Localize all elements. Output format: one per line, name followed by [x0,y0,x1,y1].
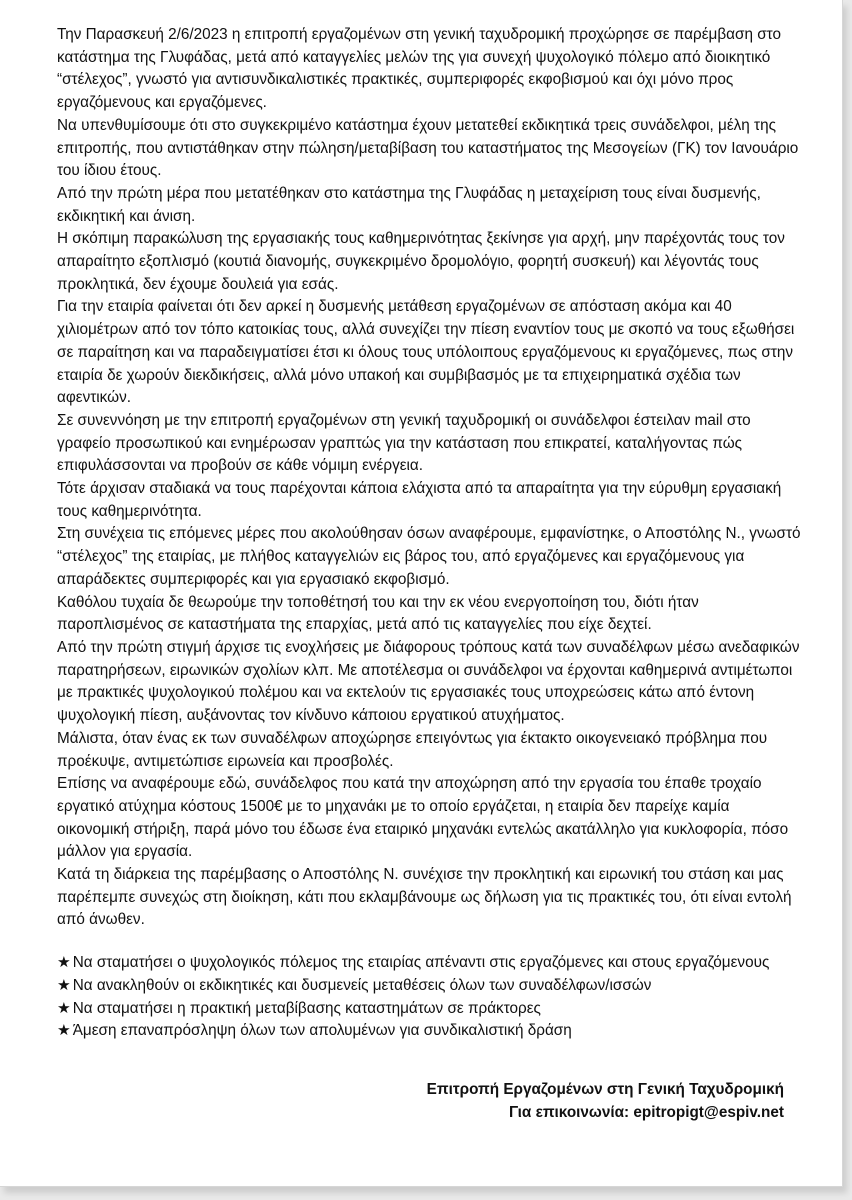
paragraph-11: Μάλιστα, όταν ένας εκ των συναδέλφων αποχώρησε επειγόντως για έκτακτο οικογενειακό πρόβλημα που προέκυψε, αντιμετώπισε ειρωνεία και προσβολές. [57,729,768,770]
demand-text: Να σταματήσει ο ψυχολογικός πόλεμος της εταιρίας απέναντι στις εργαζόμενες και στους εργαζόμενους [72,954,770,972]
paragraph-5: Για την εταιρία φαίνεται ότι δεν αρκεί η δυσμενής μετάθεση εργαζομένων σε απόσταση ακόμα και 40 χιλιομέτρων από τον τόπο κατοικίας τους, αλλά συνεχίζει την πίεση εναντίον τους με σκοπό να τους εξωθήσει σε παραίτηση και να παραδειγματίσει έτσι κι όλους τους υπόλοιπους εργαζόμενους κι εργαζόμενες, πως στην εταιρία δε χωρούν διεκδικήσεις, αλλά μόνο υπακοή και συμβιβασμός με τα επιχειρηματικά σχέδια των αφεντικών. [57,298,795,407]
demand-item [57,1020,802,1043]
paragraph-6: Σε συνεννόηση με την επιτροπή εργαζομένων στη γενική ταχυδρομική οι συνάδελφοι έστειλαν mail στο γραφείο προσωπικού και ενημέρωσαν γραπτώς για την κατάσταση που επικρατεί, καταλήγοντας πώς επιφυλάσσονται να προβούν σε κάθε νόμιμη ενέργεια. [57,411,751,475]
signature-block [427,1079,784,1124]
paragraph-7: Τότε άρχισαν σταδιακά να τους παρέχονται κάποια ελάχιστα από τα απαραίτητα για την εύρυθμη εργασιακή τους καθημερινότητα. [57,480,782,520]
star-icon: ★ [57,999,71,1017]
demand-item [57,975,802,998]
contact-label: Για επικοινωνία: [508,1103,630,1121]
star-icon: ★ [57,976,71,994]
paragraph-9: Καθόλου τυχαία δε θεωρούμε την τοποθέτησή του και την εκ νέου ενεργοποίηση του, διότι ήταν παροπλισμένος σε καταστήματα της επαρχίας, μετά από τις καταγγελίες που είχε δεχτεί. [57,593,699,634]
demand-text: Άμεση επαναπρόσληψη όλων των απολυμένων για συνδικαλιστική δράση [72,1022,572,1040]
signature-org: Επιτροπή Εργαζομένων στη Γενική Ταχυδρομική [426,1081,784,1098]
paragraph-13: Κατά τη διάρκεια της παρέμβασης ο Αποστόλης Ν. συνέχισε την προκλητική και ειρωνική του στάση και μας παρέπεμπε συνεχώς στη διοίκηση, κάτι που εκλαμβάνουμε ως δήλωση για τις πρακτικές του, ότι είναι εντολή από άνωθεν. [57,866,792,929]
signature-contact [427,1102,784,1125]
paragraph-12: Επίσης να αναφέρουμε εδώ, συνάδελφος που κατά την αποχώρηση από την εργασία του έπαθε τροχαίο εργατικό ατύχημα κόστους 1500€ με το μηχανάκι με το οποίο εργάζεται, η εταιρία δεν παρείχε καμία οικονομική στήριξη, παρά μόνο του έδωσε ένα εταιρικό μηχανάκι εντελώς ακατάλληλο για κυκλοφορία, πόσο μάλλον για εργασία. [57,775,789,861]
paragraph-10: Από την πρώτη στιγμή άρχισε τις ενοχλήσεις με διάφορους τρόπους κατά των συναδέλφων μέσω ανεδαφικών παρατηρήσεων, ειρωνικών σχολίων κλπ. Με αποτέλεσμα οι συνάδελφοι να έρχονται καθημερινά αντιμέτωποι με πρακτικές ψυχολογικού πολέμου και να εκτελούν τις εργασιακές τους υποχρεώσεις κάτω από έντονη ψυχολογική πίεση, αυξάνοντας τον κίνδυνο κάποιου εργατικού ατυχήματος. [57,638,800,725]
document-body [57,24,802,1043]
contact-email-link[interactable]: epitropigt@espiv.net [633,1103,784,1121]
paragraph-8: Στη συνέχεια τις επόμενες μέρες που ακολούθησαν όσων αναφέρουμε, εμφανίστηκε, ο Αποστόλης Ν., γνωστό “στέλεχος” της εταιρίας, με πλήθος καταγγελιών εις βάρος του, από εργαζόμενες και εργαζόμενους για απαράδεκτες συμπεριφορές και για εργασιακό εκφοβισμό. [57,525,801,588]
star-icon: ★ [57,954,71,972]
demand-item [57,998,802,1021]
paragraph-1: Την Παρασκευή 2/6/2023 η επιτροπή εργαζομένων στη γενική ταχυδρομική προχώρησε σε παρέμβαση στο κατάστημα της Γλυφάδας, μετά από καταγγελίες μελών της για συνεχή ψυχολογικό πόλεμο από διοικητικό “στέλεχος”, γνωστό για αντισυνδικαλιστικές πρακτικές, συμπεριφορές εκφοβισμού και όχι μόνο προς εργαζόμενους και εργαζόμενες. [57,26,781,112]
paragraph-2: Να υπενθυμίσουμε ότι στο συγκεκριμένο κατάστημα έχουν μετατεθεί εκδικητικά τρεις συνάδελφοι, μέλη της επιτροπής, που αντιστάθηκαν στην πώληση/μεταβίβαση του καταστήματος της Μεσογείων (ΓΚ) τον Ιανουάριο του ίδιου έτους. [57,116,799,180]
demand-text: Να ανακληθούν οι εκδικητικές και δυσμενείς μεταθέσεις όλων των συναδέλφων/ισσών [72,976,652,994]
section-gap [57,932,802,952]
paragraph-3: Από την πρώτη μέρα που μετατέθηκαν στο κατάστημα της Γλυφάδας η μεταχείριση τους είναι δυσμενής, εκδικητική και άνιση. [57,184,761,225]
star-icon: ★ [57,1022,71,1040]
demand-item [57,952,802,975]
demand-text: Να σταματήσει η πρακτική μεταβίβασης καταστημάτων σε πράκτορες [72,999,541,1017]
paragraph-4: Η σκόπιμη παρακώλυση της εργασιακής τους καθημερινότητας ξεκίνησε για αρχή, μην παρέχοντάς τους τον απαραίτητο εξοπλισμό (κουτιά διανομής, συγκεκριμένο δρομολόγιο, φορητή συσκευή) και λέγοντάς τους προκλητικά, δεν έχουμε δουλειά για εσάς. [57,230,785,293]
demands-list [57,952,802,1043]
